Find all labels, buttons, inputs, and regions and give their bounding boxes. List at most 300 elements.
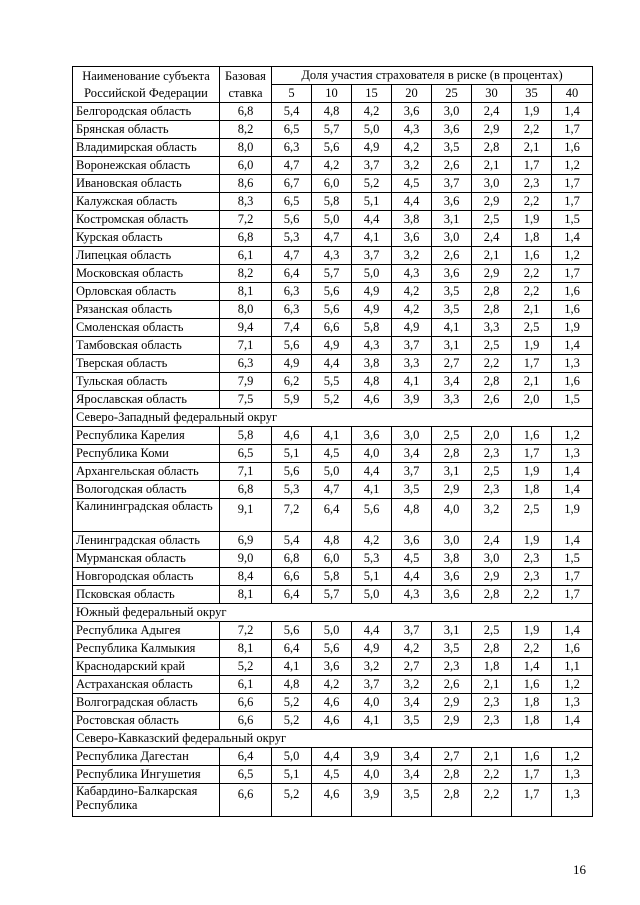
region-name: Астраханская область — [73, 676, 220, 694]
rate-value: 1,6 — [512, 247, 552, 265]
base-rate: 7,2 — [220, 622, 272, 640]
rate-value: 3,7 — [352, 247, 392, 265]
rate-value: 4,3 — [392, 586, 432, 604]
table-row — [73, 676, 593, 694]
base-rate: 6,6 — [220, 694, 272, 712]
region-name: Московская область — [73, 265, 220, 283]
rate-value: 4,2 — [312, 157, 352, 175]
rate-value: 3,5 — [432, 283, 472, 301]
rate-value: 5,6 — [352, 499, 392, 532]
rate-value: 6,7 — [272, 175, 312, 193]
rate-value: 2,5 — [472, 211, 512, 229]
rate-value: 4,6 — [312, 784, 352, 817]
rate-value: 4,9 — [352, 139, 392, 157]
rate-value: 3,5 — [432, 139, 472, 157]
rate-value: 1,7 — [512, 766, 552, 784]
rate-value: 3,5 — [392, 481, 432, 499]
rate-value: 1,9 — [512, 532, 552, 550]
table-row — [73, 586, 593, 604]
header-percent: 30 — [472, 85, 512, 103]
rate-value: 1,4 — [552, 532, 593, 550]
rate-value: 5,3 — [272, 481, 312, 499]
rate-value: 3,6 — [432, 568, 472, 586]
rate-value: 4,0 — [352, 766, 392, 784]
base-rate: 7,9 — [220, 373, 272, 391]
rate-value: 3,6 — [392, 103, 432, 121]
rate-value: 4,2 — [352, 103, 392, 121]
rate-value: 6,6 — [312, 319, 352, 337]
rate-value: 1,7 — [552, 193, 593, 211]
rate-value: 6,2 — [272, 373, 312, 391]
rate-value: 3,6 — [392, 532, 432, 550]
rate-value: 6,3 — [272, 283, 312, 301]
table-row — [73, 748, 593, 766]
rate-value: 5,6 — [312, 301, 352, 319]
rate-value: 5,6 — [312, 283, 352, 301]
rate-value: 2,6 — [432, 676, 472, 694]
rate-value: 1,5 — [552, 211, 593, 229]
header-percent: 15 — [352, 85, 392, 103]
rate-value: 4,6 — [272, 427, 312, 445]
rate-value: 2,4 — [472, 229, 512, 247]
rate-value: 4,4 — [352, 463, 392, 481]
rate-value: 3,6 — [432, 265, 472, 283]
rate-value: 4,1 — [392, 373, 432, 391]
rate-value: 4,3 — [312, 247, 352, 265]
rate-value: 3,8 — [432, 550, 472, 568]
rate-value: 1,2 — [552, 676, 593, 694]
region-name: Брянская область — [73, 121, 220, 139]
rate-value: 4,9 — [312, 337, 352, 355]
table-row — [73, 103, 593, 121]
rate-value: 2,7 — [392, 658, 432, 676]
region-name: Воронежская область — [73, 157, 220, 175]
table-row — [73, 712, 593, 730]
rate-value: 6,6 — [272, 568, 312, 586]
rate-value: 3,5 — [432, 301, 472, 319]
region-name: Липецкая область — [73, 247, 220, 265]
rate-value: 2,8 — [432, 445, 472, 463]
rate-value: 6,5 — [272, 121, 312, 139]
rate-value: 3,4 — [392, 748, 432, 766]
base-rate: 9,4 — [220, 319, 272, 337]
region-name: Республика Коми — [73, 445, 220, 463]
table-body — [73, 103, 593, 817]
region-name: Ленинградская область — [73, 532, 220, 550]
rate-value: 2,1 — [512, 301, 552, 319]
rate-value: 3,2 — [472, 499, 512, 532]
base-rate: 8,1 — [220, 586, 272, 604]
base-rate: 7,2 — [220, 211, 272, 229]
header-percent: 20 — [392, 85, 432, 103]
rate-value: 3,6 — [392, 229, 432, 247]
region-name: Тамбовская область — [73, 337, 220, 355]
rate-value: 1,7 — [552, 265, 593, 283]
rate-value: 3,6 — [352, 427, 392, 445]
header-percent: 5 — [272, 85, 312, 103]
rate-value: 5,8 — [352, 319, 392, 337]
rate-value: 2,2 — [512, 640, 552, 658]
rate-value: 5,0 — [312, 463, 352, 481]
rate-value: 2,8 — [472, 301, 512, 319]
section-row — [73, 409, 593, 427]
rate-value: 1,7 — [512, 784, 552, 817]
rate-value: 3,2 — [392, 247, 432, 265]
rate-value: 3,9 — [352, 748, 392, 766]
rate-value: 7,4 — [272, 319, 312, 337]
rate-value: 4,2 — [392, 640, 432, 658]
rate-value: 5,3 — [272, 229, 312, 247]
rate-value: 4,4 — [392, 568, 432, 586]
rate-value: 1,8 — [512, 694, 552, 712]
rate-value: 5,6 — [312, 640, 352, 658]
table-row — [73, 229, 593, 247]
rate-value: 5,1 — [272, 445, 312, 463]
table-row — [73, 658, 593, 676]
table-row — [73, 355, 593, 373]
base-rate: 8,3 — [220, 193, 272, 211]
rate-value: 4,4 — [352, 622, 392, 640]
rate-value: 1,7 — [552, 175, 593, 193]
table-row — [73, 121, 593, 139]
rate-value: 4,2 — [312, 676, 352, 694]
rate-value: 2,9 — [472, 568, 512, 586]
rate-value: 5,6 — [272, 211, 312, 229]
rate-value: 1,6 — [552, 640, 593, 658]
table-row — [73, 694, 593, 712]
rate-value: 4,9 — [352, 283, 392, 301]
region-name: Смоленская область — [73, 319, 220, 337]
region-name: Ивановская область — [73, 175, 220, 193]
region-name: Белгородская область — [73, 103, 220, 121]
rate-value: 1,5 — [552, 550, 593, 568]
rate-value: 2,2 — [512, 193, 552, 211]
table-row — [73, 265, 593, 283]
rate-value: 4,0 — [352, 445, 392, 463]
region-name: Краснодарский край — [73, 658, 220, 676]
table-row — [73, 319, 593, 337]
rate-value: 3,1 — [432, 622, 472, 640]
base-rate: 8,1 — [220, 283, 272, 301]
rate-value: 1,7 — [552, 568, 593, 586]
rate-value: 3,1 — [432, 337, 472, 355]
table-row — [73, 175, 593, 193]
rate-value: 2,2 — [472, 784, 512, 817]
rate-value: 3,7 — [352, 157, 392, 175]
rate-value: 3,7 — [392, 463, 432, 481]
base-rate: 6,0 — [220, 157, 272, 175]
region-name: Рязанская область — [73, 301, 220, 319]
rate-value: 2,5 — [472, 463, 512, 481]
rate-value: 5,7 — [312, 121, 352, 139]
rate-value: 3,3 — [472, 319, 512, 337]
rate-value: 1,6 — [552, 373, 593, 391]
table-row — [73, 247, 593, 265]
rate-value: 1,9 — [512, 103, 552, 121]
rate-value: 2,9 — [472, 193, 512, 211]
rate-value: 1,6 — [512, 676, 552, 694]
rate-value: 5,0 — [272, 748, 312, 766]
rate-value: 4,4 — [312, 355, 352, 373]
table-row — [73, 622, 593, 640]
rate-value: 5,0 — [352, 265, 392, 283]
rate-value: 1,8 — [512, 229, 552, 247]
rate-value: 2,2 — [512, 283, 552, 301]
region-name: Республика Адыгея — [73, 622, 220, 640]
header-percent: 40 — [552, 85, 593, 103]
base-rate: 6,6 — [220, 712, 272, 730]
rate-value: 1,2 — [552, 748, 593, 766]
rate-value: 2,6 — [432, 247, 472, 265]
rate-value: 2,3 — [512, 568, 552, 586]
rate-value: 2,1 — [512, 139, 552, 157]
rate-value: 5,8 — [312, 568, 352, 586]
rate-value: 5,4 — [272, 532, 312, 550]
rate-value: 1,4 — [552, 229, 593, 247]
rate-value: 4,4 — [352, 211, 392, 229]
rate-value: 1,6 — [552, 139, 593, 157]
rate-value: 3,9 — [392, 391, 432, 409]
rate-value: 3,5 — [392, 712, 432, 730]
base-rate: 5,8 — [220, 427, 272, 445]
region-name: Новгородская область — [73, 568, 220, 586]
table-row — [73, 427, 593, 445]
region-name: Тульская область — [73, 373, 220, 391]
rate-value: 5,6 — [312, 139, 352, 157]
rate-value: 2,3 — [512, 175, 552, 193]
rate-value: 1,8 — [512, 712, 552, 730]
section-title: Южный федеральный округ — [73, 604, 593, 622]
rate-value: 2,4 — [472, 532, 512, 550]
rate-value: 4,1 — [272, 658, 312, 676]
rate-value: 4,1 — [432, 319, 472, 337]
base-rate: 6,3 — [220, 355, 272, 373]
rate-value: 2,9 — [472, 265, 512, 283]
rate-value: 1,3 — [552, 445, 593, 463]
rate-value: 4,7 — [272, 157, 312, 175]
rate-value: 1,7 — [512, 445, 552, 463]
rate-value: 1,3 — [552, 694, 593, 712]
region-name: Ярославская область — [73, 391, 220, 409]
rate-value: 1,2 — [552, 157, 593, 175]
table-row — [73, 337, 593, 355]
rate-value: 4,2 — [392, 301, 432, 319]
base-rate: 8,6 — [220, 175, 272, 193]
rate-value: 3,0 — [472, 550, 512, 568]
rate-value: 2,0 — [472, 427, 512, 445]
rate-value: 2,3 — [432, 658, 472, 676]
rate-value: 2,9 — [432, 694, 472, 712]
region-name: Волгоградская область — [73, 694, 220, 712]
table-row — [73, 532, 593, 550]
region-name: Вологодская область — [73, 481, 220, 499]
region-name: Курская область — [73, 229, 220, 247]
rate-value: 5,7 — [312, 265, 352, 283]
rate-value: 1,4 — [552, 463, 593, 481]
header-base-rate: Базовая ставка — [220, 67, 272, 103]
base-rate: 5,2 — [220, 658, 272, 676]
rate-value: 5,1 — [352, 568, 392, 586]
rate-value: 3,3 — [392, 355, 432, 373]
rate-value: 4,9 — [352, 640, 392, 658]
region-name: Владимирская область — [73, 139, 220, 157]
rate-value: 2,8 — [432, 766, 472, 784]
base-rate: 6,4 — [220, 748, 272, 766]
rate-value: 2,3 — [472, 445, 512, 463]
rate-value: 7,2 — [272, 499, 312, 532]
rate-value: 2,8 — [472, 586, 512, 604]
rate-value: 2,8 — [432, 784, 472, 817]
region-name: Калининградская область — [73, 499, 220, 532]
rate-value: 6,8 — [272, 550, 312, 568]
rate-value: 4,6 — [352, 391, 392, 409]
base-rate: 8,2 — [220, 265, 272, 283]
base-rate: 8,0 — [220, 301, 272, 319]
section-title: Северо-Западный федеральный округ — [73, 409, 593, 427]
rate-value: 2,0 — [512, 391, 552, 409]
region-name: Калужская область — [73, 193, 220, 211]
rate-value: 5,1 — [352, 193, 392, 211]
rate-value: 4,6 — [312, 694, 352, 712]
rate-value: 3,0 — [392, 427, 432, 445]
region-name: Республика Ингушетия — [73, 766, 220, 784]
rate-value: 5,0 — [352, 586, 392, 604]
rate-value: 4,2 — [352, 532, 392, 550]
rate-value: 2,9 — [432, 712, 472, 730]
rate-value: 4,3 — [392, 121, 432, 139]
rate-value: 1,4 — [552, 712, 593, 730]
rate-value: 2,1 — [472, 247, 512, 265]
rate-value: 1,3 — [552, 766, 593, 784]
rate-value: 2,5 — [472, 622, 512, 640]
rate-value: 1,4 — [552, 481, 593, 499]
rate-value: 4,7 — [312, 481, 352, 499]
rate-value: 5,6 — [272, 622, 312, 640]
rate-value: 3,7 — [432, 175, 472, 193]
rate-value: 3,7 — [352, 676, 392, 694]
rate-value: 4,5 — [392, 175, 432, 193]
region-name: Кабардино-Балкарская Республика — [73, 784, 220, 817]
region-name: Тверская область — [73, 355, 220, 373]
rate-value: 1,9 — [552, 319, 593, 337]
base-rate: 7,1 — [220, 463, 272, 481]
table-row — [73, 139, 593, 157]
base-rate: 9,1 — [220, 499, 272, 532]
base-rate: 9,0 — [220, 550, 272, 568]
rate-value: 4,2 — [392, 283, 432, 301]
rate-value: 5,7 — [312, 586, 352, 604]
rate-value: 5,2 — [272, 784, 312, 817]
table-row — [73, 283, 593, 301]
rate-value: 5,6 — [272, 337, 312, 355]
rate-value: 5,1 — [272, 766, 312, 784]
rate-value: 2,8 — [472, 373, 512, 391]
rate-value: 2,8 — [472, 283, 512, 301]
rate-value: 2,5 — [512, 319, 552, 337]
region-name: Мурманская область — [73, 550, 220, 568]
rate-value: 6,4 — [272, 586, 312, 604]
section-row — [73, 604, 593, 622]
header-region-name: Наименование субъекта Российской Федерации — [73, 67, 220, 103]
rate-value: 1,4 — [512, 658, 552, 676]
rate-value: 3,6 — [432, 193, 472, 211]
table-row — [73, 373, 593, 391]
rate-value: 1,9 — [512, 622, 552, 640]
table-row — [73, 157, 593, 175]
rate-value: 3,0 — [432, 532, 472, 550]
table-row — [73, 211, 593, 229]
rate-value: 4,6 — [312, 712, 352, 730]
section-row — [73, 730, 593, 748]
rate-value: 4,0 — [432, 499, 472, 532]
table-row — [73, 445, 593, 463]
rate-value: 4,8 — [392, 499, 432, 532]
base-rate: 8,4 — [220, 568, 272, 586]
rate-value: 5,0 — [352, 121, 392, 139]
base-rate: 8,2 — [220, 121, 272, 139]
rate-value: 5,5 — [312, 373, 352, 391]
base-rate: 8,1 — [220, 640, 272, 658]
table-row — [73, 463, 593, 481]
rate-value: 2,6 — [432, 157, 472, 175]
rate-value: 2,5 — [472, 337, 512, 355]
rate-value: 1,4 — [552, 337, 593, 355]
table-row — [73, 391, 593, 409]
rate-value: 6,5 — [272, 193, 312, 211]
rate-value: 3,7 — [392, 622, 432, 640]
rate-value: 1,9 — [512, 463, 552, 481]
rate-value: 4,2 — [392, 139, 432, 157]
table-row — [73, 568, 593, 586]
rate-value: 5,0 — [312, 622, 352, 640]
rate-value: 3,0 — [432, 229, 472, 247]
rate-value: 4,7 — [272, 247, 312, 265]
rate-value: 4,5 — [312, 445, 352, 463]
base-rate: 6,8 — [220, 103, 272, 121]
region-name: Республика Карелия — [73, 427, 220, 445]
table-row — [73, 640, 593, 658]
region-name: Ростовская область — [73, 712, 220, 730]
rate-value: 3,1 — [432, 211, 472, 229]
rate-value: 1,6 — [552, 301, 593, 319]
rate-value: 1,6 — [512, 748, 552, 766]
rate-value: 3,4 — [432, 373, 472, 391]
rate-value: 2,2 — [512, 121, 552, 139]
rate-value: 2,1 — [472, 157, 512, 175]
rate-value: 5,6 — [272, 463, 312, 481]
table-row — [73, 550, 593, 568]
rate-value: 3,6 — [312, 658, 352, 676]
region-name: Республика Калмыкия — [73, 640, 220, 658]
rate-value: 4,4 — [392, 193, 432, 211]
rate-value: 3,3 — [432, 391, 472, 409]
rate-value: 2,2 — [472, 766, 512, 784]
rate-value: 4,3 — [392, 265, 432, 283]
rate-value: 2,4 — [472, 103, 512, 121]
rate-value: 1,7 — [552, 586, 593, 604]
rate-value: 3,6 — [432, 586, 472, 604]
rate-value: 5,2 — [352, 175, 392, 193]
rate-value: 1,7 — [552, 121, 593, 139]
region-name: Архангельская область — [73, 463, 220, 481]
header-percent: 35 — [512, 85, 552, 103]
rate-value: 6,3 — [272, 139, 312, 157]
rate-value: 1,7 — [512, 157, 552, 175]
rate-value: 5,9 — [272, 391, 312, 409]
rate-value: 3,0 — [432, 103, 472, 121]
rate-value: 2,8 — [472, 640, 512, 658]
rate-value: 2,7 — [432, 748, 472, 766]
